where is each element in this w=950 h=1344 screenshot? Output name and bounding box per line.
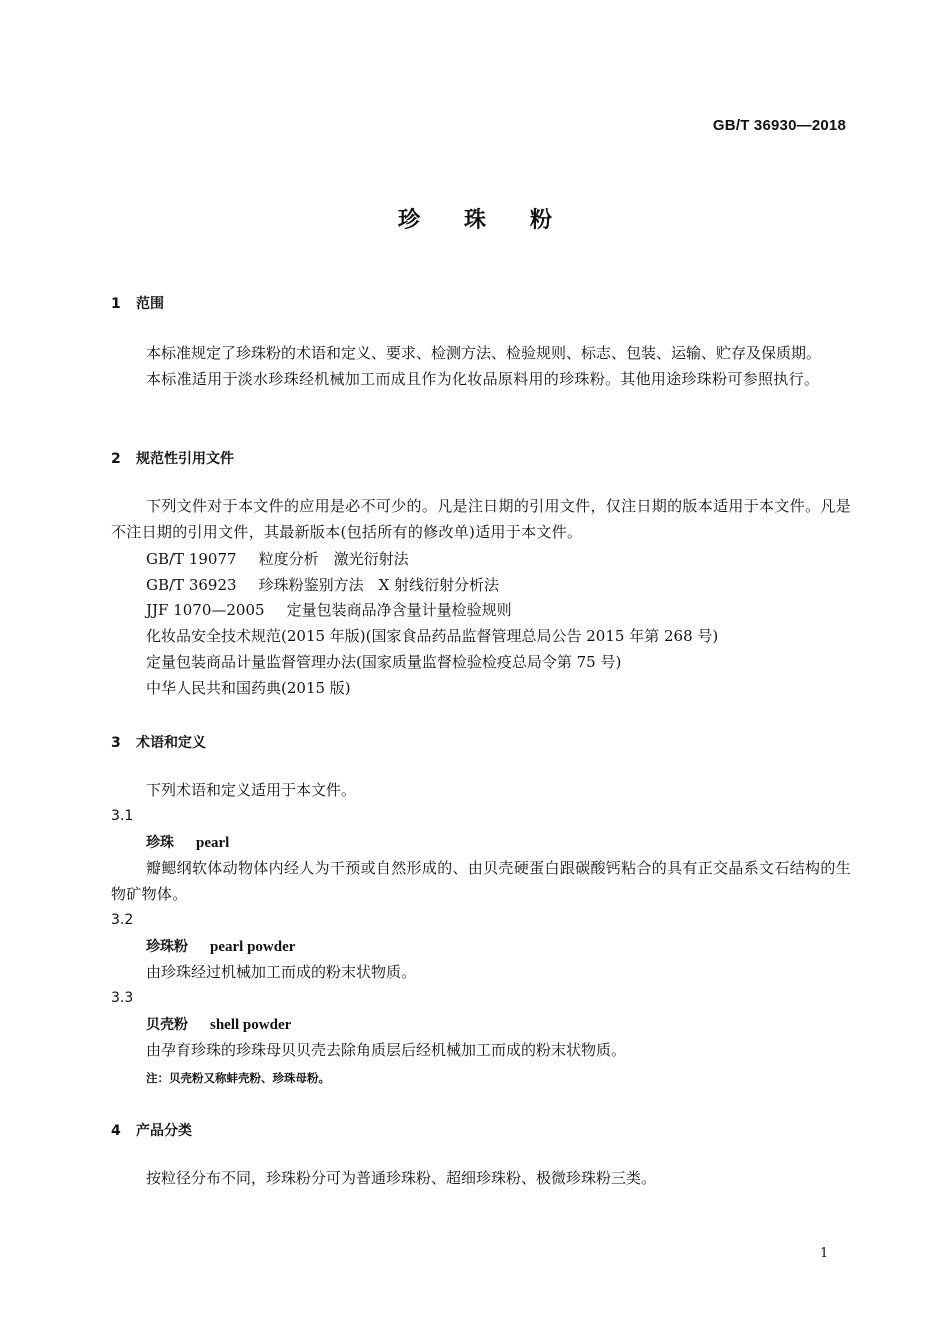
section-number: 2 — [111, 451, 121, 467]
section-title: 术语和定义 — [136, 735, 206, 751]
reference-item — [146, 624, 718, 649]
section-number: 4 — [111, 1123, 121, 1139]
section-number: 1 — [111, 296, 121, 312]
section-1-paragraph-2: 本标准适用于淡水珍珠经机械加工而成且作为化妆品原料用的珍珠粉。其他用途珍珠粉可参照执行。 — [146, 370, 820, 388]
section-title: 产品分类 — [136, 1123, 192, 1139]
section-2-intro: 下列文件对于本文件的应用是必不可少的。凡是注日期的引用文件，仅注日期的版本适用于本文件。凡是不注日期的引用文件，其最新版本(包括所有的修改单)适用于本文件。 — [111, 497, 851, 541]
section-2-heading — [111, 448, 234, 468]
reference-code: JJF 1070—2005 — [146, 601, 265, 619]
term-heading — [146, 832, 229, 852]
section-4-paragraph-1: 按粒径分布不同，珍珠粉分可为普通珍珠粉、超细珍珠粉、极微珍珠粉三类。 — [146, 1169, 657, 1187]
term-number: 3.2 — [111, 912, 134, 928]
term-definition: 由孕育珍珠的珍珠母贝贝壳去除角质层后经机械加工而成的粉末状物质。 — [146, 1041, 627, 1059]
reference-name: 化妆品安全技术规范(2015 年版)(国家食品药品监督管理总局公告 2015 年第 268 号) — [146, 627, 719, 645]
reference-name: 中华人民共和国药典(2015 版) — [146, 679, 351, 697]
reference-item — [146, 650, 621, 675]
term-number: 3.1 — [111, 808, 134, 824]
term-en: pearl — [196, 835, 230, 851]
reference-name: 定量包装商品计量监督管理办法(国家质量监督检验检疫总局令第 75 号) — [146, 653, 622, 671]
section-number: 3 — [111, 735, 121, 751]
section-3-heading — [111, 732, 206, 752]
section-3-intro: 下列术语和定义适用于本文件。 — [146, 781, 357, 799]
term-definition: 瓣鳃纲软体动物体内经人为干预或自然形成的、由贝壳硬蛋白跟碳酸钙粘合的具有正交晶系文石结构的生物矿物体。 — [111, 859, 851, 903]
reference-item — [146, 547, 409, 572]
term-note: 注：贝壳粉又称蚌壳粉、珍珠母粉。 — [146, 1071, 330, 1085]
term-definition: 由珍珠经过机械加工而成的粉末状物质。 — [146, 963, 417, 981]
reference-item — [146, 573, 499, 598]
reference-name: 粒度分析 激光衍射法 — [258, 550, 409, 568]
reference-item — [146, 598, 512, 623]
section-title: 规范性引用文件 — [136, 451, 234, 467]
reference-name: 珍珠粉鉴别方法 X 射线衍射分析法 — [258, 576, 500, 594]
term-en: pearl powder — [210, 939, 296, 955]
term-heading — [146, 936, 295, 956]
term-en: shell powder — [210, 1017, 292, 1033]
term-number: 3.3 — [111, 990, 134, 1006]
reference-code: GB/T 19077 — [146, 550, 237, 568]
term-zh: 珍珠粉 — [146, 939, 188, 955]
term-zh: 贝壳粉 — [146, 1017, 188, 1033]
reference-code: GB/T 36923 — [146, 576, 237, 594]
section-title: 范围 — [136, 296, 164, 312]
section-1-paragraph-1: 本标准规定了珍珠粉的术语和定义、要求、检测方法、检验规则、标志、包装、运输、贮存及保质期。 — [146, 344, 822, 362]
reference-name: 定量包装商品净含量计量检验规则 — [286, 601, 512, 619]
page-title: 珍珠粉 — [397, 208, 596, 233]
reference-item — [146, 676, 351, 701]
section-1-heading — [111, 293, 164, 313]
term-heading — [146, 1014, 291, 1034]
standard-number: GB/T 36930—2018 — [712, 117, 846, 134]
term-zh: 珍珠 — [146, 835, 174, 851]
page-number: 1 — [820, 1246, 829, 1261]
section-4-heading — [111, 1120, 192, 1140]
